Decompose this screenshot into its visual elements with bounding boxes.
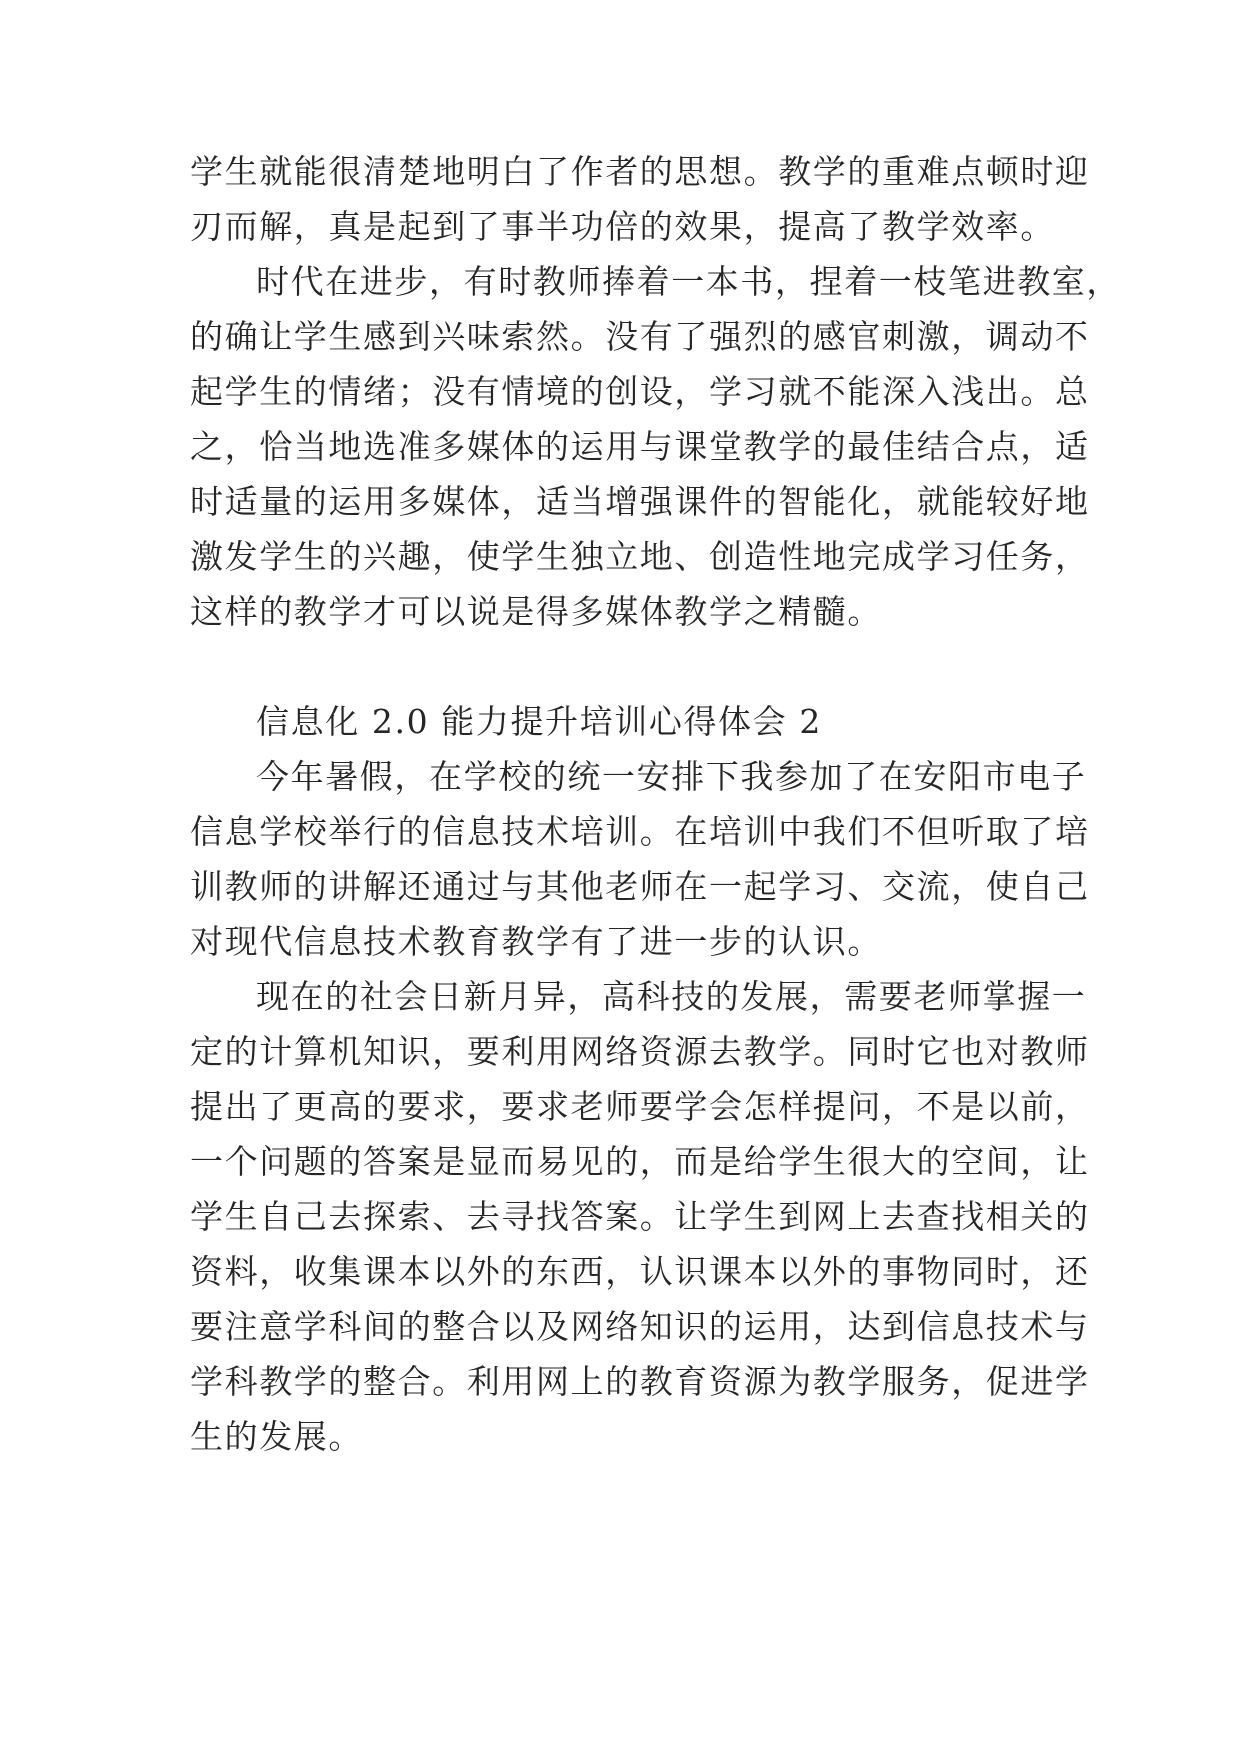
body-text-line: 今年暑假，在学校的统一安排下我参加了在安阳市电子 bbox=[256, 757, 1087, 796]
body-text-line: 之，恰当地选准多媒体的运用与课堂教学的最佳结合点，适 bbox=[190, 427, 1090, 466]
body-text-line: 资料，收集课本以外的东西，认识课本以外的事物同时，还 bbox=[190, 1252, 1090, 1291]
body-text-line: 定的计算机知识，要利用网络资源去教学。同时它也对教师 bbox=[190, 1032, 1090, 1071]
body-text-line: 激发学生的兴趣，使学生独立地、创造性地完成学习任务， bbox=[190, 537, 1090, 576]
body-text-line: 学生就能很清楚地明白了作者的思想。教学的重难点顿时迎 bbox=[190, 152, 1090, 191]
body-text-line: 这样的教学才可以说是得多媒体教学之精髓。 bbox=[190, 592, 882, 631]
body-text-line: 一个问题的答案是显而易见的，而是给学生很大的空间，让 bbox=[190, 1142, 1090, 1181]
body-text-line: 起学生的情绪；没有情境的创设，学习就不能深入浅出。总 bbox=[190, 372, 1090, 411]
body-text-line: 要注意学科间的整合以及网络知识的运用，达到信息技术与 bbox=[190, 1307, 1090, 1346]
body-text-line: 训教师的讲解还通过与其他老师在一起学习、交流，使自己 bbox=[190, 867, 1090, 906]
body-text-line: 学科教学的整合。利用网上的教育资源为教学服务，促进学 bbox=[190, 1362, 1090, 1401]
body-text-line: 对现代信息技术教育教学有了进一步的认识。 bbox=[190, 922, 882, 961]
section-heading: 信息化 2.0 能力提升培训心得体会 2 bbox=[256, 702, 822, 741]
body-text-line: 学生自己去探索、去寻找答案。让学生到网上去查找相关的 bbox=[190, 1197, 1090, 1236]
body-text-line: 提出了更高的要求，要求老师要学会怎样提问，不是以前， bbox=[190, 1087, 1090, 1126]
body-text-line: 时适量的运用多媒体，适当增强课件的智能化，就能较好地 bbox=[190, 482, 1090, 521]
body-text-line: 现在的社会日新月异，高科技的发展，需要老师掌握一 bbox=[256, 977, 1087, 1016]
body-text-line: 的确让学生感到兴味索然。没有了强烈的感官刺激，调动不 bbox=[190, 317, 1090, 356]
body-text-line: 刃而解，真是起到了事半功倍的效果，提高了教学效率。 bbox=[190, 207, 1055, 246]
body-text-line: 时代在进步，有时教师捧着一本书，捏着一枝笔进教室， bbox=[256, 262, 1121, 301]
body-text-line: 生的发展。 bbox=[190, 1417, 363, 1456]
body-text-line: 信息学校举行的信息技术培训。在培训中我们不但听取了培 bbox=[190, 812, 1090, 851]
